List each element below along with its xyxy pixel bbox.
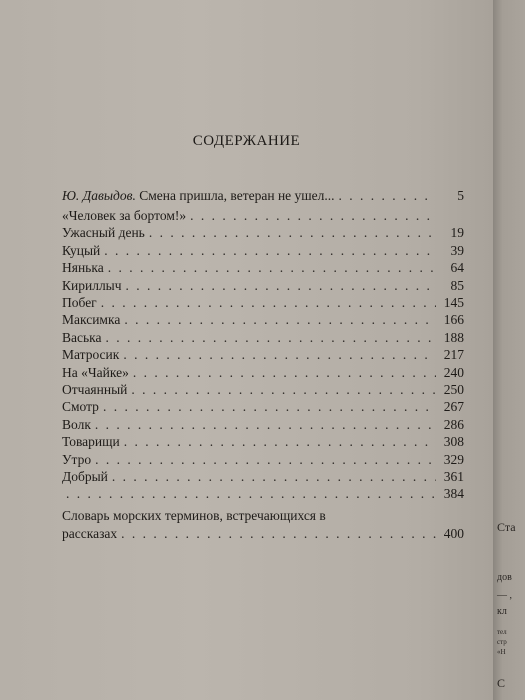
entry-title: Кириллыч xyxy=(62,278,122,293)
entry-page: 250 xyxy=(443,382,464,397)
leader-dots xyxy=(99,399,436,415)
leader-dots xyxy=(108,469,436,485)
entry-title: Побег xyxy=(62,295,97,310)
toc-entry xyxy=(62,293,464,311)
leader-dots xyxy=(129,365,436,381)
page-title: СОДЕРЖАНИЕ xyxy=(192,133,301,149)
leader-dots xyxy=(104,260,436,276)
leader-dots xyxy=(127,382,436,398)
toc-entry xyxy=(62,467,464,485)
adjacent-text: кл xyxy=(497,606,507,617)
entry-page: 240 xyxy=(443,365,464,380)
leader-dots xyxy=(91,417,436,433)
entry-page: 64 xyxy=(450,260,464,275)
adjacent-text: стр xyxy=(497,638,507,646)
adjacent-text: — , xyxy=(497,590,512,601)
entry-title: Добрый xyxy=(62,469,108,484)
leader-dots xyxy=(119,347,436,363)
leader-dots xyxy=(91,452,436,468)
entry-page: 308 xyxy=(443,434,464,449)
entry-title: Утро xyxy=(62,452,92,467)
adjacent-text: Ста xyxy=(497,520,516,534)
entry-title: Товарищи xyxy=(62,434,120,449)
leader-dots xyxy=(120,312,436,328)
entry-page: 85 xyxy=(450,278,464,293)
preface-text: Смена пришла, ветеран не ушел... xyxy=(139,188,335,203)
leader-dots xyxy=(97,295,436,311)
leader-dots xyxy=(100,243,436,259)
entry-page: 19 xyxy=(450,225,464,240)
entry-page: 166 xyxy=(443,312,464,327)
glossary-title: Словарь морских терминов, встречающихся в xyxy=(62,508,326,523)
adjacent-text: тел xyxy=(497,628,507,636)
adjacent-page-edge xyxy=(493,0,525,700)
entry-title: Куцый xyxy=(62,243,101,258)
toc-entry xyxy=(62,363,464,381)
entry-title: На «Чайке» xyxy=(62,365,129,380)
entry-title: Васька xyxy=(62,330,102,345)
entry-title: Волк xyxy=(62,417,91,432)
adjacent-text: дов xyxy=(497,572,512,583)
toc-entry xyxy=(62,397,464,415)
toc-entry xyxy=(62,206,464,224)
entry-page: 286 xyxy=(443,417,464,432)
entry-page: 329 xyxy=(443,452,464,467)
leader-dots xyxy=(120,434,436,450)
entry-title: Нянька xyxy=(62,260,104,275)
toc-entry xyxy=(62,415,464,433)
entry-page: 188 xyxy=(443,330,464,345)
leader-dots xyxy=(102,330,437,346)
entry-title: Смотр xyxy=(62,399,99,414)
preface-page: 5 xyxy=(457,188,464,203)
adjacent-text: «Н xyxy=(497,648,506,656)
leader-dots xyxy=(62,486,436,502)
entry-page: 217 xyxy=(443,347,464,362)
entry-page: 39 xyxy=(450,243,464,258)
entry-title: Отчаянный xyxy=(62,382,128,397)
entry-title: Ужасный день xyxy=(62,225,145,240)
entry-title: «Человек за бортом!» xyxy=(62,208,187,223)
entry-page: 267 xyxy=(443,399,464,414)
toc-entry xyxy=(62,223,464,241)
entry-title: Матросик xyxy=(62,347,120,362)
glossary-title-cont: рассказах xyxy=(62,526,118,541)
toc-glossary xyxy=(62,524,464,542)
toc-entry xyxy=(62,432,464,450)
adjacent-text: С xyxy=(497,676,506,690)
entry-page: 361 xyxy=(443,469,464,484)
toc-entry xyxy=(62,310,464,328)
entry-page: 384 xyxy=(443,486,464,501)
toc-entry xyxy=(62,450,464,468)
leader-dots xyxy=(117,526,436,542)
leader-dots xyxy=(145,225,436,241)
glossary-page: 400 xyxy=(443,526,464,541)
toc-entry xyxy=(62,328,464,346)
leader-dots xyxy=(122,278,436,294)
toc-entry xyxy=(62,484,464,502)
preface-author: Ю. Давыдов. xyxy=(62,188,136,203)
toc-entry xyxy=(62,345,464,363)
toc-entry xyxy=(62,276,464,294)
leader-dots xyxy=(186,208,436,224)
leader-dots xyxy=(335,188,436,204)
toc-entry xyxy=(62,380,464,398)
toc-preface xyxy=(62,186,464,204)
preface-label xyxy=(62,188,335,204)
toc-entry xyxy=(62,258,464,276)
toc-entry xyxy=(62,241,464,259)
entry-title: Максимка xyxy=(62,312,121,327)
entry-page: 145 xyxy=(443,295,464,310)
